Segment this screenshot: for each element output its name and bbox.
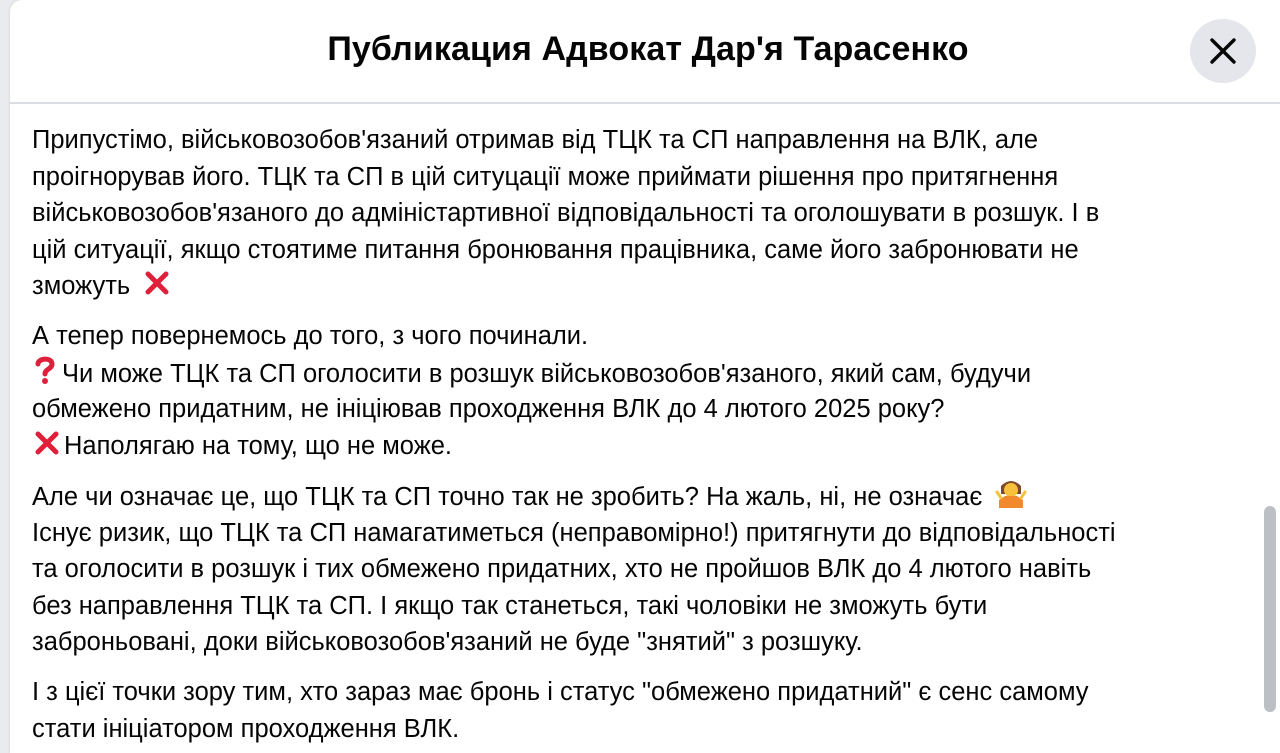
post-line-with-emoji	[32, 478, 1116, 515]
cross-mark-emoji	[32, 429, 62, 457]
post-line: Припустімо, військовозобов'язаний отримав від ТЦК та СП направлення на ВЛК, але	[32, 126, 1039, 154]
question-mark-emoji	[32, 355, 58, 385]
cross-mark-emoji	[143, 269, 171, 297]
post-paragraph-3	[32, 478, 1116, 661]
close-x-icon	[1209, 37, 1237, 65]
post-line: військовозобов'язаного до адміністартивної відповідальності та оголошувати в розшук. І в	[32, 199, 1100, 227]
post-line-with-emoji	[32, 268, 1099, 305]
dialog-title: Публикация Адвокат Дар'я Тарасенко	[327, 30, 969, 68]
post-line: Існує ризик, що ТЦК та СП намагатиметься (неправомірно!) притягнути до відповідальності	[32, 518, 1116, 547]
post-line: цій ситуації, якщо стоятиме питання бронювання працівника, саме його забронювати не	[32, 235, 1079, 264]
post-line: стати ініціатором проходження ВЛК.	[32, 714, 460, 743]
post-line-with-emoji	[32, 355, 1031, 392]
post-line: заброньовані, доки військовозобов'язаний не буде "знятий" з розшуку.	[32, 628, 863, 656]
post-content	[32, 104, 1264, 753]
post-line: та оголосити в розшук і тих обмежено придатних, хто не пройшов ВЛК до 4 лютого навіть	[32, 555, 1092, 583]
post-paragraph-1	[32, 122, 1099, 305]
post-line: без направлення ТЦК та СП. І якщо так станеться, такі чоловіки не зможуть бути	[32, 591, 988, 620]
post-line: обмежено придатним, не ініціював проходження ВЛК до 4 лютого 2025 року?	[32, 395, 945, 423]
post-line: Наполягаю на тому, що не може.	[64, 431, 453, 460]
post-line-with-emoji	[32, 428, 1031, 465]
person-shrugging-emoji	[995, 478, 1027, 508]
post-line: проігнорував його. ТЦК та СП в цій ситуцації може приймати рішення про притягнення	[32, 162, 1059, 191]
post-line: Але чи означає це, що ТЦК та СП точно так не зробить? На жаль, ні, не означає	[32, 483, 983, 511]
scrollbar-thumb[interactable]	[1264, 506, 1276, 712]
post-paragraph-2	[32, 318, 1031, 464]
post-paragraph-4	[32, 674, 1089, 747]
post-dialog	[10, 0, 1280, 753]
post-line: А тепер повернемось до того, з чого починали.	[32, 322, 589, 350]
post-line: І з цієї точки зору тим, хто зараз має бронь і статус "обмежено придатний" є сенс самому	[32, 678, 1089, 706]
post-line: зможуть	[32, 272, 131, 300]
close-button[interactable]	[1190, 19, 1256, 83]
dialog-header	[10, 0, 1280, 104]
post-line: Чи може ТЦК та СП оголосити в розшук військовозобов'язаного, який сам, будучи	[62, 359, 1032, 388]
